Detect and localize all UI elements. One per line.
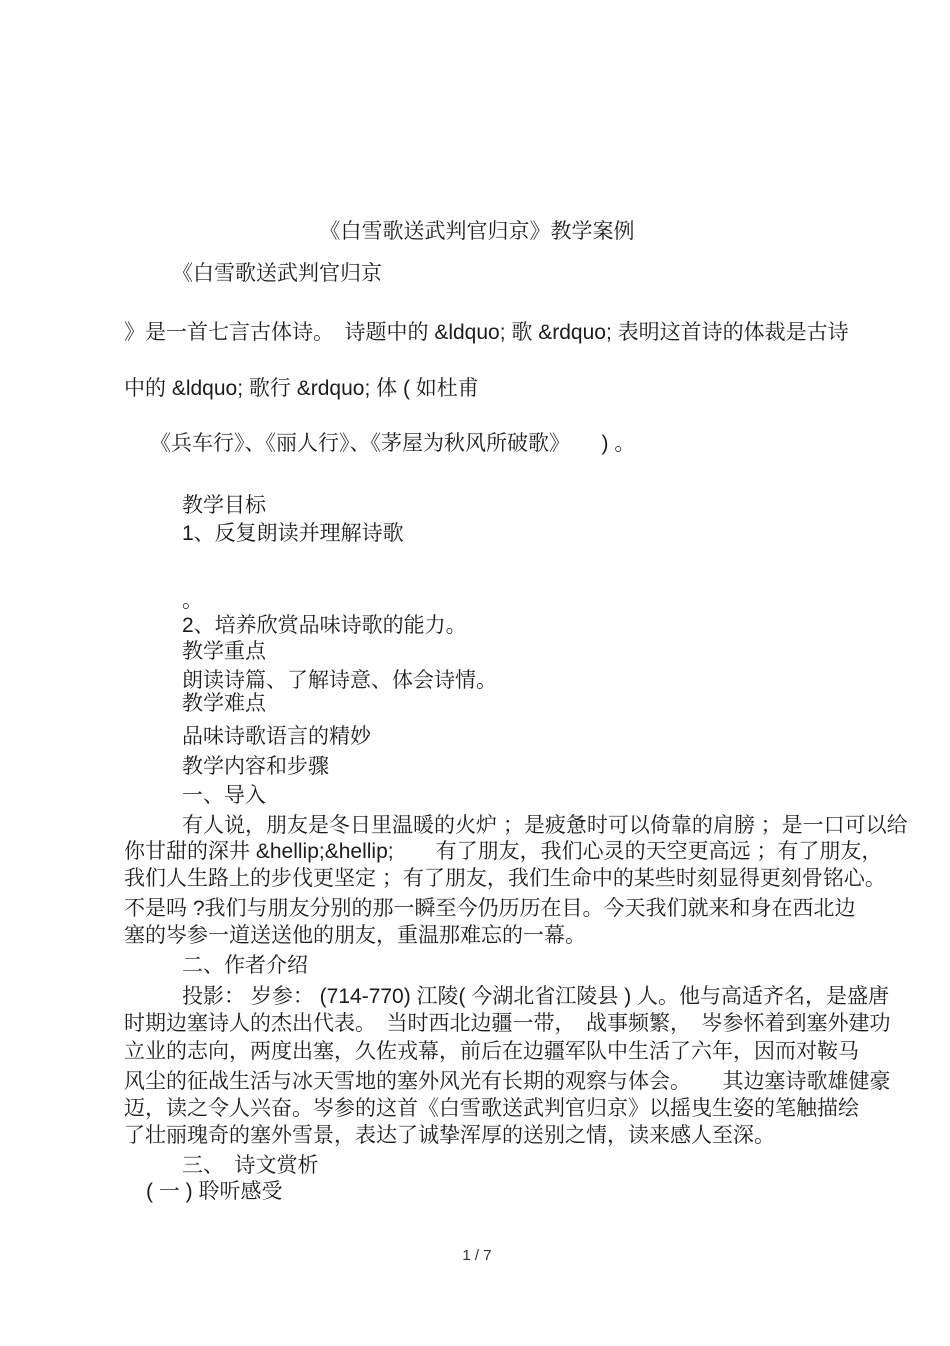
page-number: 1 / 7 bbox=[462, 1247, 492, 1264]
text-line: 。 bbox=[182, 589, 203, 612]
text-line: 了壮丽瑰奇的塞外雪景，表达了诚挚浑厚的送别之情，读来感人至深。 bbox=[124, 1124, 775, 1147]
heading-teaching-focus: 教学重点 bbox=[182, 640, 266, 663]
page-footer bbox=[124, 1246, 830, 1266]
text-line: 立业的志向，两度出塞，久佐戎幕，前后在边疆军队中生活了六年，因而对鞍马 bbox=[124, 1040, 859, 1063]
text-line: 你甘甜的深井 &hellip;&hellip; 有了朋友，我们心灵的天空更高远 ；有了朋友， bbox=[124, 840, 883, 863]
text-line: 品味诗歌语言的精妙 bbox=[182, 725, 371, 748]
text-line: 1、反复朗读并理解诗歌 bbox=[182, 522, 404, 545]
text-line: 朗读诗篇、了解诗意、体会诗情。 bbox=[182, 669, 497, 692]
text-line: 《兵车行》、《丽人行》、《茅屋为秋风所破歌》 ) 。 bbox=[150, 432, 636, 455]
heading-section-3-poem-analysis: 三、 诗文赏析 bbox=[182, 1154, 319, 1177]
heading-teaching-objectives: 教学目标 bbox=[182, 494, 266, 517]
heading-section-1-introduction: 一、导入 bbox=[182, 784, 266, 807]
text-line: 风尘的征战生活与冰天雪地的塞外风光有长期的观察与体会。 其边塞诗歌雄健豪 bbox=[124, 1070, 891, 1093]
heading-teaching-content-and-steps: 教学内容和步骤 bbox=[182, 755, 329, 778]
text-line: 塞的岑参一道送送他的朋友，重温那难忘的一幕。 bbox=[124, 924, 586, 947]
text-line: 》是一首七言古体诗。 诗题中的 &ldquo; 歌 &rdquo; 表明这首诗的体裁是古诗 bbox=[124, 321, 849, 344]
subheading-listening-experience: ( 一 ) 聆听感受 bbox=[146, 1180, 283, 1203]
doc-title: 《白雪歌送武判官归京》教学案例 bbox=[319, 220, 635, 243]
text-line: 2、培养欣赏品味诗歌的能力。 bbox=[182, 614, 467, 637]
text-line: 有人说，朋友是冬日里温暖的火炉 ；是疲惫时可以倚靠的肩膀 ；是一口可以给 bbox=[182, 814, 908, 837]
text-line: 《白雪歌送武判官归京 bbox=[172, 262, 382, 285]
heading-teaching-difficulty: 教学难点 bbox=[182, 692, 266, 715]
text-line: 迈，读之令人兴奋。岑参的这首《白雪歌送武判官归京》以摇曳生姿的笔触描绘 bbox=[124, 1097, 859, 1120]
document-content bbox=[124, 218, 908, 1206]
heading-section-2-author-intro: 二、作者介绍 bbox=[182, 954, 308, 977]
text-line: 我们人生路上的步伐更坚定 ；有了朋友，我们生命中的某些时刻显得更刻骨铭心。 bbox=[124, 867, 886, 890]
text-line: 不是吗 ?我们与朋友分别的那一瞬至今仍历历在目。今天我们就来和身在西北边 bbox=[124, 897, 856, 920]
text-line: 中的 &ldquo; 歌行 &rdquo; 体 ( 如杜甫 bbox=[124, 377, 479, 400]
text-line: 时期边塞诗人的杰出代表。 当时西北边疆一带， 战事频繁， 岑参怀着到塞外建功 bbox=[124, 1012, 891, 1035]
text-line: 投影： 岁参： (714-770) 江陵( 今湖北省江陵县 ) 人。他与高适齐名，是盛唐 bbox=[182, 985, 890, 1008]
